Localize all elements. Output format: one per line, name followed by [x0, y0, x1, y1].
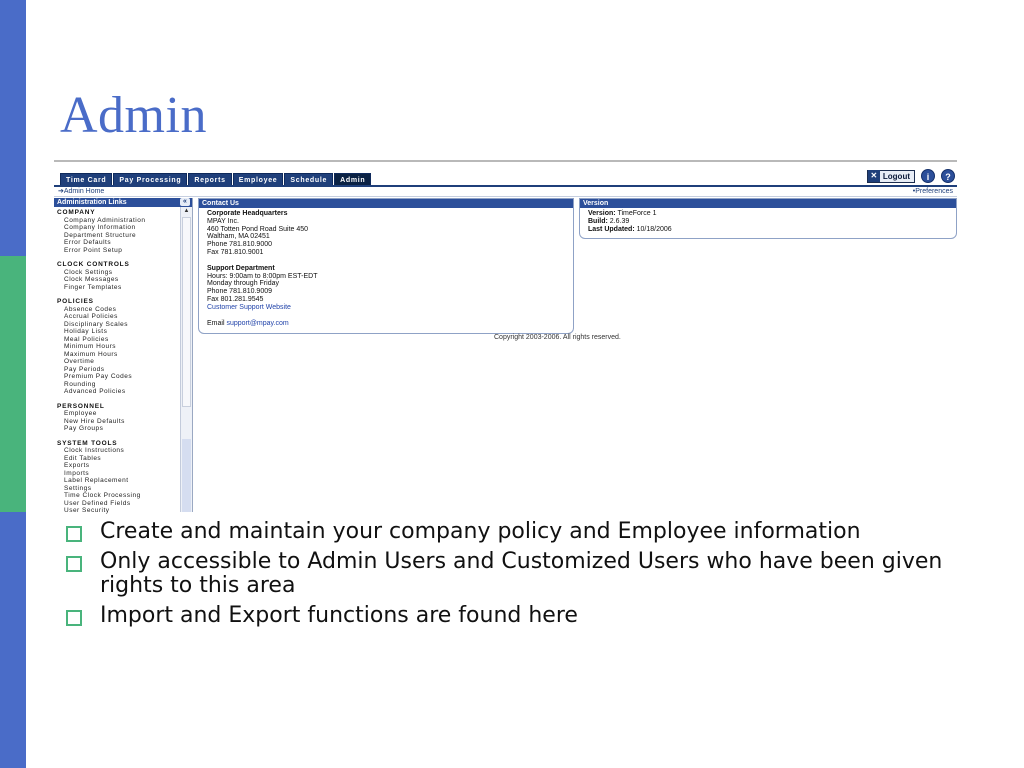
- sidebar-link[interactable]: Pay Periods: [64, 365, 105, 373]
- nav-group: [57, 298, 179, 396]
- sidebar-link[interactable]: Disciplinary Scales: [64, 320, 129, 328]
- sidebar-link[interactable]: Company Information: [64, 224, 136, 231]
- tab-schedule[interactable]: Schedule: [284, 173, 333, 186]
- sidebar-link[interactable]: Absence Codes: [64, 305, 117, 313]
- sidebar-link[interactable]: Imports: [64, 469, 90, 477]
- updated-value: 10/18/2006: [636, 225, 672, 233]
- sidebar-link[interactable]: Department Structure: [64, 231, 137, 239]
- sidebar-link[interactable]: Label Replacement: [64, 477, 129, 484]
- sidebar-header: [54, 198, 192, 207]
- version-panel-body: [580, 208, 956, 233]
- title-divider: [54, 160, 957, 162]
- collapse-sidebar-button[interactable]: «: [180, 198, 190, 206]
- nav-group: [57, 403, 179, 433]
- customer-support-link[interactable]: Customer Support Website: [207, 303, 291, 311]
- bullet-text: Import and Export functions are found here: [100, 603, 578, 628]
- sidebar-link[interactable]: Employee: [64, 410, 97, 417]
- support-line: Fax 801.281.9545: [207, 295, 264, 303]
- tab-reports[interactable]: Reports: [188, 173, 231, 186]
- build-row: [588, 218, 956, 226]
- sidebar-link[interactable]: Company Administration: [64, 216, 146, 224]
- build-label: Build:: [588, 217, 608, 225]
- version-label: Version:: [588, 210, 616, 217]
- scroll-up-icon[interactable]: ▲: [183, 208, 190, 214]
- sidebar-link[interactable]: Pay Groups: [64, 425, 104, 432]
- scroll-thumb[interactable]: [182, 217, 191, 407]
- slide-bullet: [64, 520, 964, 544]
- nav-group: [57, 261, 179, 291]
- sidebar-title: Administration Links: [57, 199, 127, 206]
- version-panel: [579, 198, 957, 239]
- sidebar-link[interactable]: Error Point Setup: [64, 246, 123, 254]
- bullet-text: Only accessible to Admin Users and Customized Users who have been given rights to this area: [100, 549, 943, 598]
- hq-line: Fax 781.810.9001: [207, 248, 264, 256]
- version-panel-header: Version: [580, 199, 956, 208]
- hq-title: Corporate Headquarters: [207, 210, 288, 217]
- contact-us-panel: [198, 198, 574, 334]
- admin-link-list: [57, 209, 179, 515]
- hq-line: 460 Totten Pond Road Suite 450: [207, 225, 309, 233]
- sidebar-link[interactable]: User Security: [64, 507, 110, 514]
- scroll-track[interactable]: [182, 439, 191, 512]
- admin-links-sidebar: [54, 198, 193, 512]
- sidebar-link[interactable]: Overtime: [64, 358, 95, 365]
- support-line: Phone 781.810.9009: [207, 288, 273, 296]
- help-icon[interactable]: ?: [941, 169, 955, 183]
- hq-line: Waltham, MA 02451: [207, 233, 270, 241]
- sidebar-link[interactable]: Rounding: [64, 380, 96, 388]
- info-icon[interactable]: i: [921, 169, 935, 183]
- build-value: 2.6.39: [609, 217, 630, 225]
- sidebar-link[interactable]: Exports: [64, 462, 90, 469]
- hq-line: MPAY Inc.: [207, 217, 239, 225]
- sidebar-link[interactable]: Clock Messages: [64, 276, 119, 283]
- sidebar-link[interactable]: Clock Settings: [64, 268, 113, 276]
- support-line: Hours: 9:00am to 8:00pm EST-EDT: [207, 272, 318, 280]
- logout-button[interactable]: [867, 170, 915, 183]
- nav-group-title: SYSTEM TOOLS: [57, 439, 118, 447]
- sidebar-link[interactable]: Advanced Policies: [64, 388, 126, 395]
- sidebar-link[interactable]: Holiday Lists: [64, 328, 108, 335]
- square-bullet-icon: [66, 556, 82, 572]
- sidebar-link[interactable]: Premium Pay Codes: [64, 373, 133, 380]
- sidebar-link[interactable]: Edit Tables: [64, 454, 102, 462]
- tab-bar: [54, 166, 957, 186]
- slide-title: Admin: [60, 87, 207, 144]
- sidebar-link[interactable]: Meal Policies: [64, 335, 109, 343]
- nav-group-title: PERSONNEL: [57, 402, 105, 410]
- nav-group-title: POLICIES: [57, 298, 94, 305]
- slide-bullet-list: [64, 520, 964, 634]
- hq-line: Phone 781.810.9000: [207, 241, 273, 249]
- sidebar-link[interactable]: User Defined Fields: [64, 499, 131, 507]
- slide-bullet: [64, 550, 964, 598]
- sidebar-link[interactable]: New Hire Defaults: [64, 417, 125, 425]
- nav-group: [57, 440, 179, 515]
- breadcrumb-bar: [54, 187, 957, 197]
- sidebar-link[interactable]: Clock Instructions: [64, 447, 125, 454]
- slide-bullet: [64, 604, 964, 628]
- sidebar-scrollbar[interactable]: [180, 207, 192, 512]
- tab-admin[interactable]: Admin: [334, 173, 371, 186]
- tab-employee[interactable]: Employee: [233, 173, 284, 186]
- bullet-text: Create and maintain your company policy and Employee information: [100, 519, 861, 544]
- sidebar-link[interactable]: Error Defaults: [64, 239, 112, 246]
- header-actions: [867, 169, 955, 183]
- app-screenshot: [54, 166, 957, 512]
- breadcrumb[interactable]: ➔Admin Home: [58, 188, 105, 195]
- email-label: Email: [207, 319, 225, 327]
- copyright-text: Copyright 2003-2006. All rights reserved.: [494, 334, 621, 341]
- slide-left-bar-accent: [0, 256, 26, 512]
- version-row: [588, 210, 956, 218]
- sidebar-link[interactable]: Settings: [64, 484, 92, 492]
- sidebar-link[interactable]: Maximum Hours: [64, 350, 118, 358]
- email-link[interactable]: support@mpay.com: [226, 319, 289, 327]
- square-bullet-icon: [66, 610, 82, 626]
- updated-row: [588, 226, 956, 234]
- nav-group-title: CLOCK CONTROLS: [57, 261, 130, 268]
- support-line: Monday through Friday: [207, 280, 279, 288]
- logout-label: Logout: [882, 171, 910, 181]
- sidebar-link[interactable]: Finger Templates: [64, 283, 122, 291]
- square-bullet-icon: [66, 526, 82, 542]
- updated-label: Last Updated:: [588, 225, 635, 233]
- contact-panel-body: [199, 208, 573, 327]
- tab-time-card[interactable]: Time Card: [60, 173, 112, 186]
- close-icon: ✕: [868, 170, 880, 182]
- preferences-link[interactable]: •Preferences: [912, 188, 953, 195]
- nav-group: [57, 209, 179, 254]
- version-value: TimeForce 1: [617, 210, 657, 217]
- sidebar-link[interactable]: Minimum Hours: [64, 343, 117, 350]
- nav-group-title: COMPANY: [57, 209, 96, 216]
- contact-panel-header: Contact Us: [199, 199, 573, 208]
- sidebar-link[interactable]: Time Clock Processing: [64, 492, 141, 499]
- email-row: [207, 320, 573, 328]
- sidebar-link[interactable]: Accrual Policies: [64, 313, 118, 320]
- tab-pay-processing[interactable]: Pay Processing: [113, 173, 187, 186]
- support-title: Support Department: [207, 264, 275, 272]
